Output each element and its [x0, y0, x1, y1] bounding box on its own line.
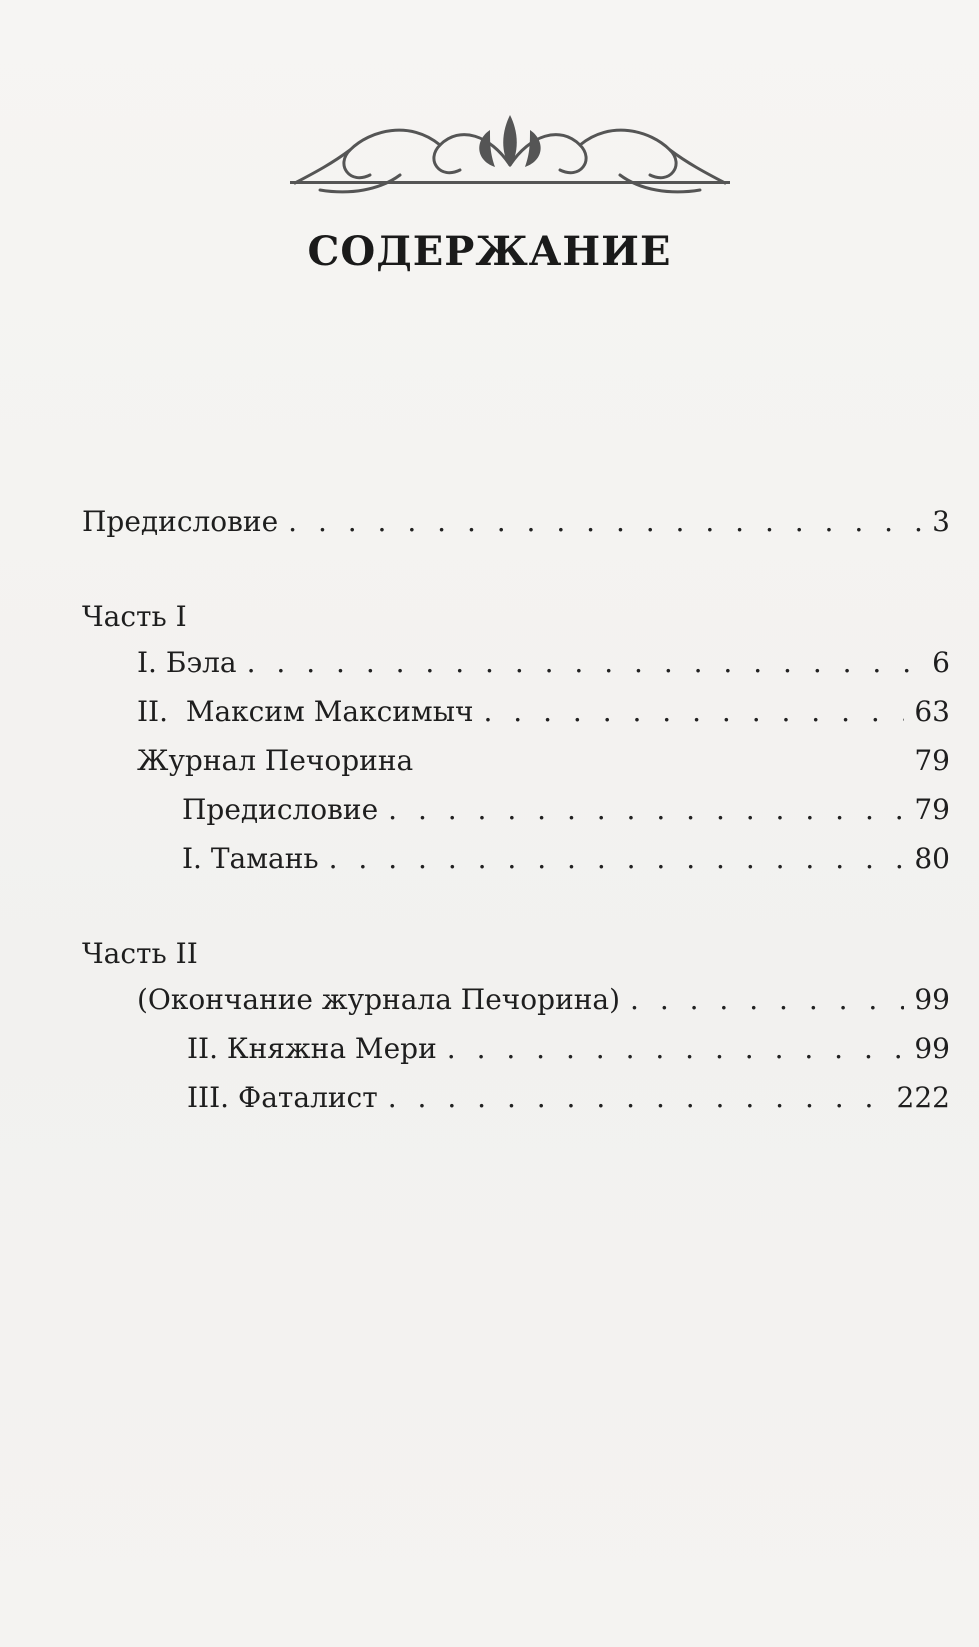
dot-leader [630, 978, 904, 1022]
toc-page-number: 99 [914, 1032, 950, 1065]
toc-entry-end-journal [82, 978, 950, 1027]
toc-page-number: 80 [914, 842, 950, 875]
page-title: СОДЕРЖАНИЕ [307, 228, 672, 275]
toc-entry-label: (Окончание журнала Печорина) [137, 983, 621, 1016]
dot-leader [329, 837, 905, 881]
toc-entry-label: II. Максим Максимыч [137, 695, 474, 728]
toc-entry-label: Предисловие [182, 793, 379, 826]
toc-entry-label: III. Фаталист [187, 1081, 378, 1114]
toc-entry-label: Журнал Печорина [137, 744, 414, 777]
dot-leader [447, 1027, 905, 1071]
toc-entry-label: Предисловие [82, 505, 279, 538]
toc-entry-label: II. Княжна Мери [187, 1032, 437, 1065]
toc-entry-maksim-maksimych [82, 690, 950, 739]
part-heading-2: Часть II [82, 937, 198, 970]
toc-entry-journal [82, 739, 950, 788]
dot-leader [484, 690, 905, 734]
toc-page-number: 6 [932, 646, 950, 679]
toc-page-number: 79 [914, 744, 950, 777]
toc-page-number: 222 [896, 1081, 950, 1114]
toc-page-number: 79 [914, 793, 950, 826]
toc-entry-label: I. Бэла [137, 646, 237, 679]
dot-leader [388, 1076, 887, 1120]
toc-page-number: 63 [914, 695, 950, 728]
dot-leader [288, 500, 922, 544]
toc-page-number: 3 [932, 505, 950, 538]
table-of-contents [82, 500, 950, 1125]
toc-entry-fatalist [82, 1076, 950, 1125]
toc-entry-label: I. Тамань [182, 842, 319, 875]
toc-entry-preface [82, 500, 950, 549]
toc-entry-princess-mary [82, 1027, 950, 1076]
toc-entry-journal-preface [82, 788, 950, 837]
dot-leader [247, 641, 923, 685]
dot-leader [388, 788, 904, 832]
toc-entry-bela [82, 641, 950, 690]
floral-scroll-ornament-icon [290, 105, 730, 215]
part-heading-1: Часть I [82, 600, 187, 633]
toc-entry-taman [82, 837, 950, 886]
toc-page-number: 99 [914, 983, 950, 1016]
